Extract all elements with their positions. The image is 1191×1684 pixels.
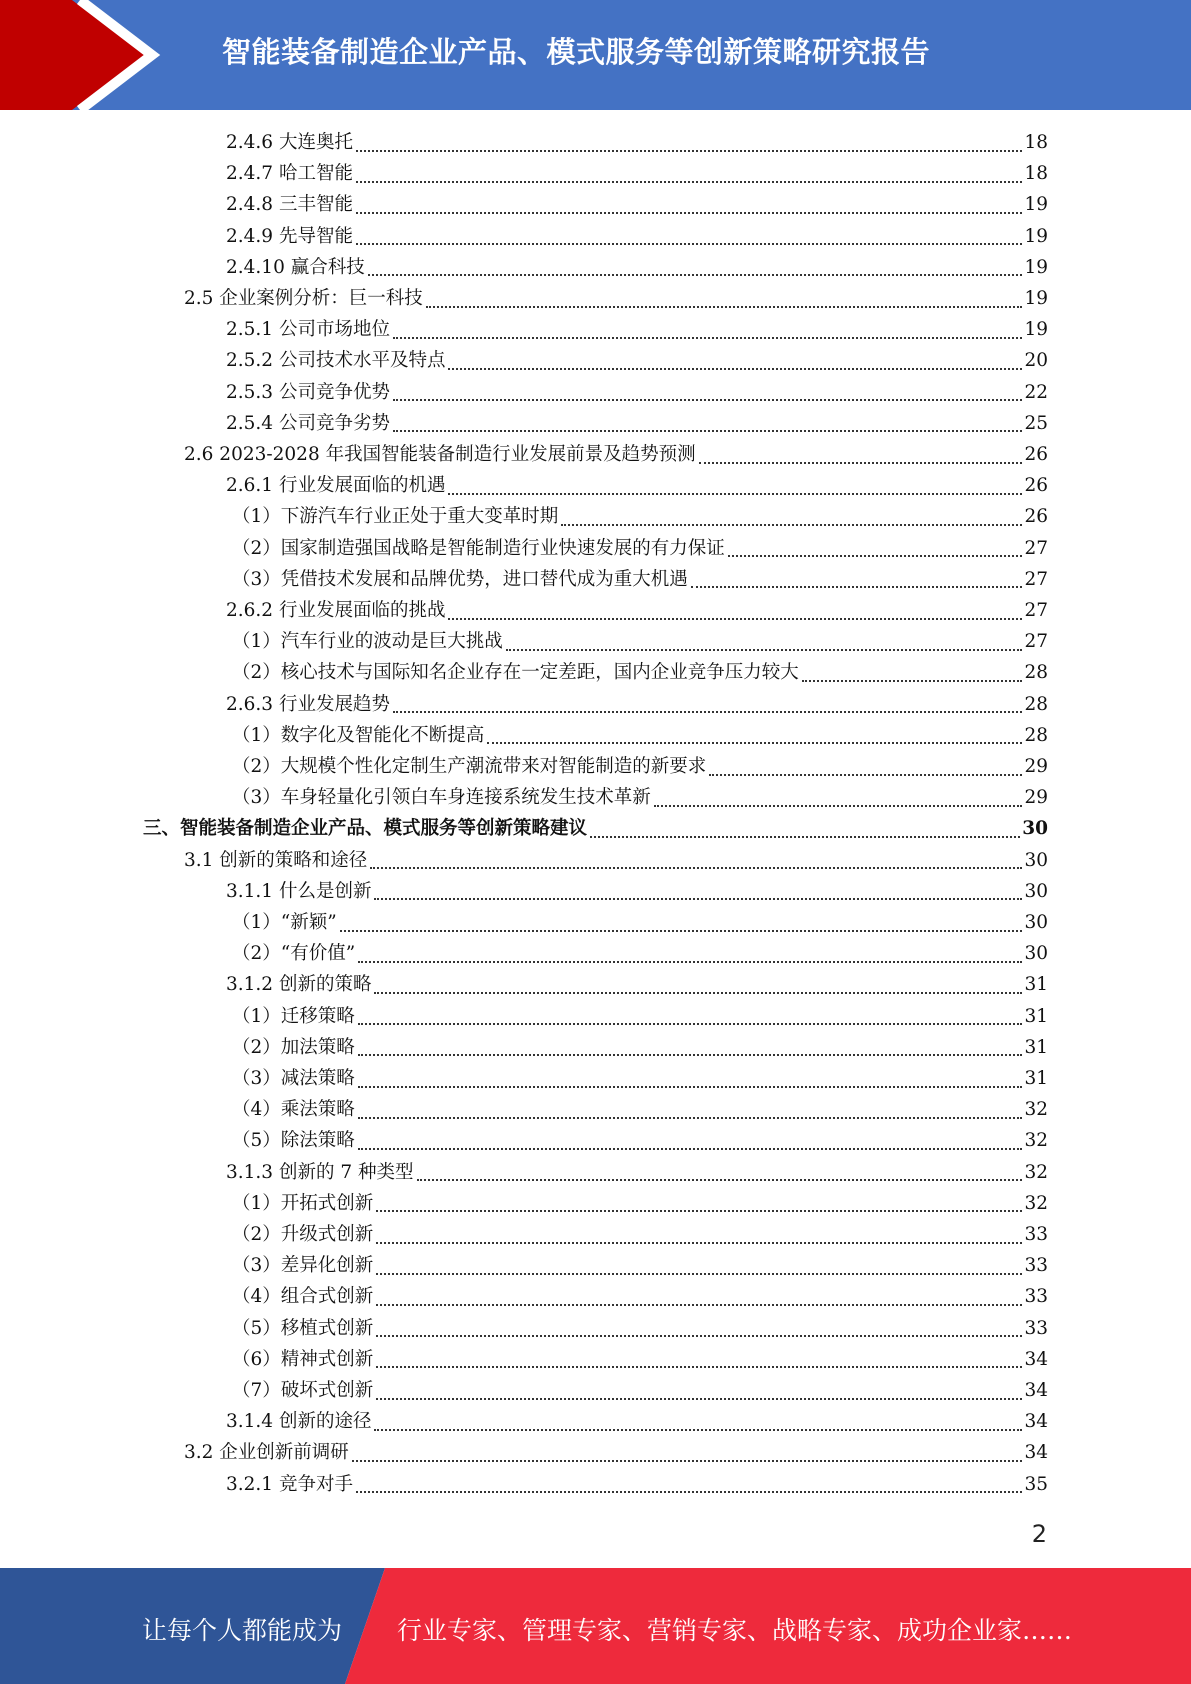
header-title: 智能装备制造企业产品、模式服务等创新策略研究报告 bbox=[222, 35, 931, 69]
toc-entry-page: 34 bbox=[1024, 1348, 1048, 1370]
toc-leader-dots bbox=[376, 1210, 1022, 1212]
toc-entry-page: 32 bbox=[1024, 1099, 1048, 1121]
toc-entry-page: 22 bbox=[1024, 381, 1048, 403]
toc-entry[interactable] bbox=[226, 127, 1048, 158]
toc-entry-label: 三、智能装备制造企业产品、模式服务等创新策略建议 bbox=[143, 818, 588, 840]
toc-leader-dots bbox=[374, 898, 1022, 900]
toc-entry-page: 31 bbox=[1024, 1005, 1048, 1027]
toc-entry-label: （3）凭借技术发展和品牌优势，进口替代成为重大机遇 bbox=[232, 568, 688, 590]
toc-entry-page: 26 bbox=[1024, 506, 1048, 528]
toc-leader-dots bbox=[356, 1491, 1023, 1493]
toc-entry-page: 34 bbox=[1024, 1442, 1048, 1464]
toc-entry-label: （2）国家制造强国战略是智能制造行业快速发展的有力保证 bbox=[232, 537, 725, 559]
toc-entry[interactable] bbox=[232, 564, 1048, 595]
toc-entry-page: 33 bbox=[1024, 1317, 1048, 1339]
toc-leader-dots bbox=[506, 649, 1023, 651]
toc-entry-label: （1）开拓式创新 bbox=[232, 1192, 374, 1214]
toc-entry-label: （1）数字化及智能化不断提高 bbox=[232, 724, 485, 746]
toc-leader-dots bbox=[728, 555, 1023, 557]
toc-leader-dots bbox=[358, 1117, 1023, 1119]
toc-entry-label: 2.4.10 赢合科技 bbox=[226, 256, 365, 278]
toc-entry-label: 2.4.9 先导智能 bbox=[226, 225, 353, 247]
toc-leader-dots bbox=[376, 1242, 1022, 1244]
toc-entry-label: （2）大规模个性化定制生产潮流带来对智能制造的新要求 bbox=[232, 756, 707, 777]
toc-leader-dots bbox=[709, 774, 1022, 776]
toc-entry-page: 30 bbox=[1024, 880, 1048, 902]
toc-leader-dots bbox=[358, 1086, 1023, 1088]
toc-leader-dots bbox=[417, 1179, 1023, 1181]
toc-entry-label: （1）“新颖” bbox=[232, 912, 337, 933]
toc-entry[interactable] bbox=[232, 720, 1048, 751]
toc-entry-page: 26 bbox=[1024, 475, 1048, 497]
toc-entry-page: 19 bbox=[1024, 319, 1048, 341]
toc-leader-dots bbox=[393, 711, 1022, 713]
toc-entry-page: 30 bbox=[1022, 818, 1048, 840]
toc-entry[interactable] bbox=[226, 252, 1048, 283]
toc-entry[interactable] bbox=[226, 1406, 1048, 1437]
toc-entry[interactable] bbox=[226, 470, 1048, 501]
toc-entry-label: 3.1.3 创新的 7 种类型 bbox=[226, 1161, 414, 1183]
toc-entry-page: 27 bbox=[1024, 537, 1048, 559]
toc-entry-label: 3.1 创新的策略和途径 bbox=[184, 849, 368, 871]
toc-entry-page: 33 bbox=[1024, 1255, 1048, 1277]
toc-entry[interactable] bbox=[184, 1437, 1048, 1468]
toc-entry[interactable] bbox=[232, 1094, 1048, 1125]
toc-entry[interactable] bbox=[226, 1157, 1048, 1188]
toc-entry-page: 25 bbox=[1024, 412, 1048, 434]
toc-leader-dots bbox=[376, 1366, 1022, 1368]
page-header bbox=[0, 0, 1191, 110]
toc-leader-dots bbox=[358, 961, 1022, 963]
toc-entry-page: 33 bbox=[1024, 1224, 1048, 1245]
toc-entry-label: （5）除法策略 bbox=[232, 1130, 355, 1152]
toc-entry-label: （5）移植式创新 bbox=[232, 1317, 374, 1339]
toc-entry-page: 28 bbox=[1024, 724, 1048, 746]
toc-entry[interactable] bbox=[184, 283, 1048, 314]
toc-entry[interactable] bbox=[143, 813, 1048, 844]
toc-entry-page: 27 bbox=[1024, 568, 1048, 590]
toc-entry-page: 30 bbox=[1024, 849, 1048, 871]
toc-entry-page: 19 bbox=[1024, 225, 1048, 247]
toc-entry[interactable] bbox=[232, 533, 1048, 564]
toc-entry-page: 33 bbox=[1024, 1286, 1048, 1308]
toc-entry[interactable] bbox=[232, 1313, 1048, 1344]
page-number: 2 bbox=[1031, 1520, 1047, 1548]
toc-leader-dots bbox=[340, 930, 1023, 932]
toc-leader-dots bbox=[448, 493, 1022, 495]
toc-entry-label: （3）差异化创新 bbox=[232, 1255, 374, 1277]
toc-entry[interactable] bbox=[232, 1281, 1048, 1312]
toc-leader-dots bbox=[356, 243, 1023, 245]
footer-slogan: 让每个人都能成为 bbox=[142, 1616, 343, 1645]
toc-entry-label: （2）升级式创新 bbox=[232, 1224, 374, 1245]
toc-entry-label: 2.5.2 公司技术水平及特点 bbox=[226, 350, 446, 372]
toc-entry-page: 26 bbox=[1024, 444, 1048, 465]
toc-entry-label: 2.5.3 公司竞争优势 bbox=[226, 381, 390, 403]
toc-leader-dots bbox=[358, 1023, 1023, 1025]
toc-leader-dots bbox=[352, 1460, 1023, 1462]
toc-entry-page: 34 bbox=[1024, 1380, 1048, 1401]
toc-entry[interactable] bbox=[232, 1250, 1048, 1281]
toc-entry-page: 19 bbox=[1024, 288, 1048, 309]
toc-leader-dots bbox=[393, 399, 1022, 401]
toc-entry-label: （2）加法策略 bbox=[232, 1036, 355, 1058]
toc-leader-dots bbox=[374, 992, 1022, 994]
toc-entry[interactable] bbox=[226, 408, 1048, 439]
toc-entry-page: 28 bbox=[1024, 662, 1048, 684]
toc-leader-dots bbox=[802, 680, 1023, 682]
toc-entry-label: 2.5 企业案例分析：巨一科技 bbox=[184, 288, 423, 309]
toc-leader-dots bbox=[356, 212, 1023, 214]
toc-entry-label: 2.6 2023-2028 年我国智能装备制造行业发展前景及趋势预测 bbox=[184, 444, 696, 465]
toc-leader-dots bbox=[376, 1304, 1022, 1306]
toc-entry[interactable] bbox=[226, 969, 1048, 1000]
toc-entry[interactable] bbox=[232, 1125, 1048, 1156]
toc-entry-label: （4）组合式创新 bbox=[232, 1286, 374, 1308]
toc-entry-label: （7）破坏式创新 bbox=[232, 1380, 374, 1401]
toc-entry-label: 3.1.4 创新的途径 bbox=[226, 1411, 372, 1433]
toc-entry[interactable] bbox=[226, 314, 1048, 345]
toc-leader-dots bbox=[426, 306, 1023, 308]
toc-entry-page: 19 bbox=[1024, 194, 1048, 216]
toc-entry[interactable] bbox=[226, 1469, 1048, 1500]
toc-entry-page: 32 bbox=[1024, 1130, 1048, 1152]
toc-entry-label: 2.6.1 行业发展面临的机遇 bbox=[226, 475, 446, 497]
toc-entry[interactable] bbox=[232, 1219, 1048, 1250]
toc-leader-dots bbox=[376, 1398, 1022, 1400]
toc-leader-dots bbox=[376, 1273, 1022, 1275]
toc-leader-dots bbox=[358, 1148, 1023, 1150]
toc-entry-page: 27 bbox=[1024, 600, 1048, 621]
toc-leader-dots bbox=[356, 181, 1023, 183]
toc-entry-label: 2.6.2 行业发展面临的挑战 bbox=[226, 600, 446, 621]
toc-entry-page: 30 bbox=[1024, 912, 1048, 933]
toc-entry-page: 31 bbox=[1024, 974, 1048, 996]
toc-entry-label: （1）下游汽车行业正处于重大变革时期 bbox=[232, 506, 559, 528]
toc-leader-dots bbox=[691, 586, 1023, 588]
toc-leader-dots bbox=[654, 805, 1023, 807]
toc-entry-page: 32 bbox=[1024, 1161, 1048, 1183]
toc-entry-label: 3.1.1 什么是创新 bbox=[226, 880, 372, 902]
toc-entry-label: 2.5.4 公司竞争劣势 bbox=[226, 412, 390, 434]
toc-leader-dots bbox=[393, 430, 1022, 432]
toc-leader-dots bbox=[356, 150, 1023, 152]
toc-entry[interactable] bbox=[232, 1375, 1048, 1406]
toc-leader-dots bbox=[376, 1335, 1022, 1337]
toc-entry-label: 3.2.1 竞争对手 bbox=[226, 1473, 353, 1495]
toc-entry-page: 29 bbox=[1024, 787, 1048, 809]
toc-entry-label: （6）精神式创新 bbox=[232, 1348, 374, 1370]
toc-leader-dots bbox=[358, 1054, 1023, 1056]
toc-entry[interactable] bbox=[232, 657, 1048, 688]
toc-entry[interactable] bbox=[232, 626, 1048, 657]
toc-entry-label: （3）减法策略 bbox=[232, 1068, 355, 1089]
toc-entry[interactable] bbox=[232, 751, 1048, 782]
toc-entry[interactable] bbox=[232, 1063, 1048, 1094]
toc-leader-dots bbox=[370, 867, 1022, 869]
toc-leader-dots bbox=[368, 274, 1023, 276]
toc-entry[interactable] bbox=[226, 595, 1048, 626]
toc-entry-page: 32 bbox=[1024, 1192, 1048, 1214]
toc-leader-dots bbox=[699, 462, 1023, 464]
toc-entry-page: 34 bbox=[1024, 1411, 1048, 1433]
toc-entry-label: （3）车身轻量化引领白车身连接系统发生技术革新 bbox=[232, 787, 651, 809]
toc-entry[interactable] bbox=[232, 938, 1048, 969]
toc-entry-label: 3.1.2 创新的策略 bbox=[226, 974, 372, 996]
toc-entry[interactable] bbox=[232, 907, 1048, 938]
toc-entry-label: 2.4.6 大连奥托 bbox=[226, 132, 353, 153]
toc-leader-dots bbox=[374, 1429, 1022, 1431]
toc-entry-label: 2.5.1 公司市场地位 bbox=[226, 319, 390, 341]
toc-entry[interactable] bbox=[226, 876, 1048, 907]
toc-leader-dots bbox=[448, 618, 1022, 620]
toc-entry[interactable] bbox=[232, 1344, 1048, 1375]
toc-entry-label: （1）迁移策略 bbox=[232, 1005, 355, 1027]
toc-entry-page: 19 bbox=[1024, 256, 1048, 278]
toc-entry-page: 20 bbox=[1024, 350, 1048, 372]
toc-entry[interactable] bbox=[232, 1032, 1048, 1063]
toc-entry-page: 29 bbox=[1024, 756, 1048, 777]
toc-entry[interactable] bbox=[226, 189, 1048, 220]
toc-entry[interactable] bbox=[226, 345, 1048, 376]
toc-entry-page: 30 bbox=[1024, 943, 1048, 965]
toc-entry[interactable] bbox=[232, 1001, 1048, 1032]
toc-entry-page: 35 bbox=[1024, 1473, 1048, 1495]
toc-entry[interactable] bbox=[232, 782, 1048, 813]
toc-entry-label: （1）汽车行业的波动是巨大挑战 bbox=[232, 631, 503, 653]
toc-entry[interactable] bbox=[226, 158, 1048, 189]
toc-entry-page: 31 bbox=[1024, 1068, 1048, 1089]
toc-leader-dots bbox=[561, 524, 1022, 526]
toc-entry-page: 18 bbox=[1024, 163, 1048, 185]
page-footer bbox=[0, 1568, 1191, 1684]
toc-entry-page: 18 bbox=[1024, 132, 1048, 153]
toc-entry[interactable] bbox=[232, 501, 1048, 532]
toc-entry[interactable] bbox=[232, 1188, 1048, 1219]
footer-roles: 行业专家、管理专家、营销专家、战略专家、成功企业家…… bbox=[397, 1616, 1073, 1645]
toc-entry[interactable] bbox=[184, 845, 1048, 876]
toc-entry-page: 28 bbox=[1024, 693, 1048, 715]
toc-entry-label: 3.2 企业创新前调研 bbox=[184, 1442, 349, 1464]
toc-entry[interactable] bbox=[226, 377, 1048, 408]
toc-entry-label: 2.4.7 哈工智能 bbox=[226, 163, 353, 185]
toc-entry[interactable] bbox=[226, 689, 1048, 720]
toc-entry-page: 31 bbox=[1024, 1036, 1048, 1058]
toc-leader-dots bbox=[487, 742, 1022, 744]
toc-entry-page: 27 bbox=[1024, 631, 1048, 653]
toc-entry[interactable] bbox=[226, 221, 1048, 252]
toc-entry-label: （2）核心技术与国际知名企业存在一定差距，国内企业竞争压力较大 bbox=[232, 662, 799, 684]
toc-leader-dots bbox=[590, 836, 1020, 838]
toc-entry-label: （2）“有价值” bbox=[232, 943, 356, 965]
toc-leader-dots bbox=[448, 368, 1022, 370]
toc-entry-label: （4）乘法策略 bbox=[232, 1099, 355, 1121]
toc-entry[interactable] bbox=[184, 439, 1048, 470]
toc-entry-label: 2.4.8 三丰智能 bbox=[226, 194, 353, 216]
toc-entry-label: 2.6.3 行业发展趋势 bbox=[226, 693, 390, 715]
toc-leader-dots bbox=[393, 337, 1022, 339]
